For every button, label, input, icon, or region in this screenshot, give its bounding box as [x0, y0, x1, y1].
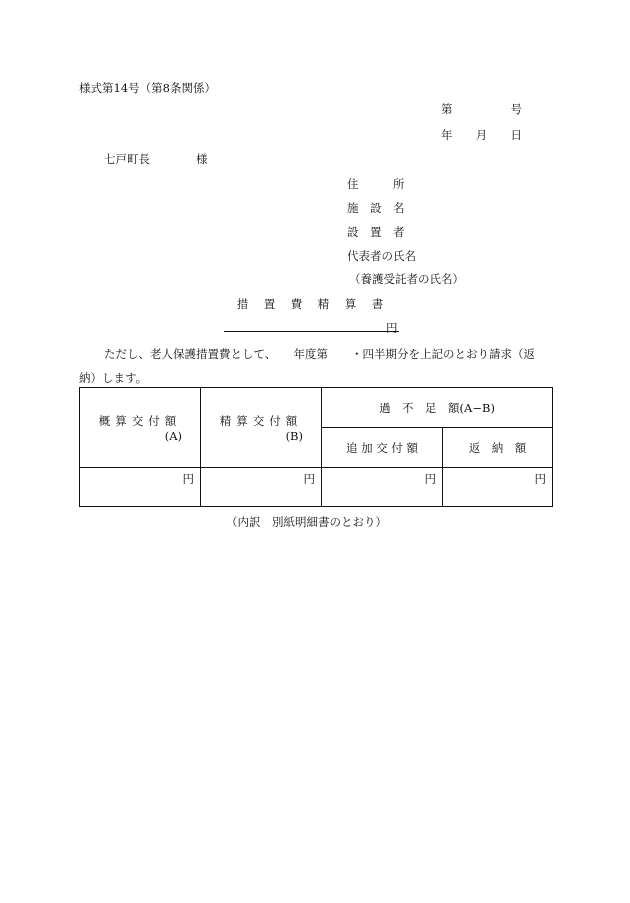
field-trustee-note: （養護受託者の氏名） — [349, 272, 464, 286]
date-day: 日 — [510, 128, 522, 142]
breakdown-footnote: （内訳 別紙明細書のとおり） — [226, 515, 387, 529]
header-additional-grant: 追 加 交 付 額 — [322, 428, 443, 468]
body-text-line1: ただし、老人保護措置費として、 年度第 ・四半期分を上記のとおり請求（返 — [104, 347, 536, 361]
header-settled-grant-symbol: (B) — [285, 428, 303, 443]
addressee-name: 七戸町長 — [104, 152, 150, 166]
header-settled-grant — [201, 388, 322, 468]
cell-estimated-grant: 円 — [80, 468, 201, 507]
amount-underline — [224, 331, 399, 332]
document-date — [441, 127, 522, 143]
header-estimated-grant — [80, 388, 201, 468]
header-settled-grant-title: 精算交付額 — [219, 413, 303, 428]
addressee-honorific: 様 — [196, 152, 208, 166]
date-month: 月 — [475, 128, 488, 142]
date-year: 年 — [441, 128, 453, 142]
header-refund: 返 納 額 — [443, 428, 553, 468]
field-address-label: 住 所 — [347, 177, 405, 191]
header-estimated-grant-title: 概算交付額 — [98, 413, 182, 428]
header-difference: 過 不 足 額(A−B) — [322, 388, 553, 428]
form-number: 様式第14号（第8条関係） — [79, 81, 216, 95]
amount-unit: 円 — [386, 321, 398, 335]
body-text-line2: 納）します。 — [79, 371, 148, 385]
header-estimated-grant-symbol: (A) — [164, 428, 182, 443]
cell-settled-grant: 円 — [201, 468, 322, 507]
title-text: 措 置 費 精 算 書 — [236, 297, 386, 311]
cell-additional-grant: 円 — [322, 468, 443, 507]
field-founder-label: 設 置 者 — [347, 225, 405, 239]
document-number — [441, 101, 522, 117]
field-representative-label: 代表者の氏名 — [347, 249, 416, 263]
doc-number-prefix: 第 — [441, 102, 453, 116]
doc-number-suffix: 号 — [510, 102, 522, 116]
cell-refund: 円 — [443, 468, 553, 507]
field-facility-name-label: 施 設 名 — [347, 201, 405, 215]
document-title — [219, 296, 403, 312]
settlement-table — [79, 387, 553, 507]
